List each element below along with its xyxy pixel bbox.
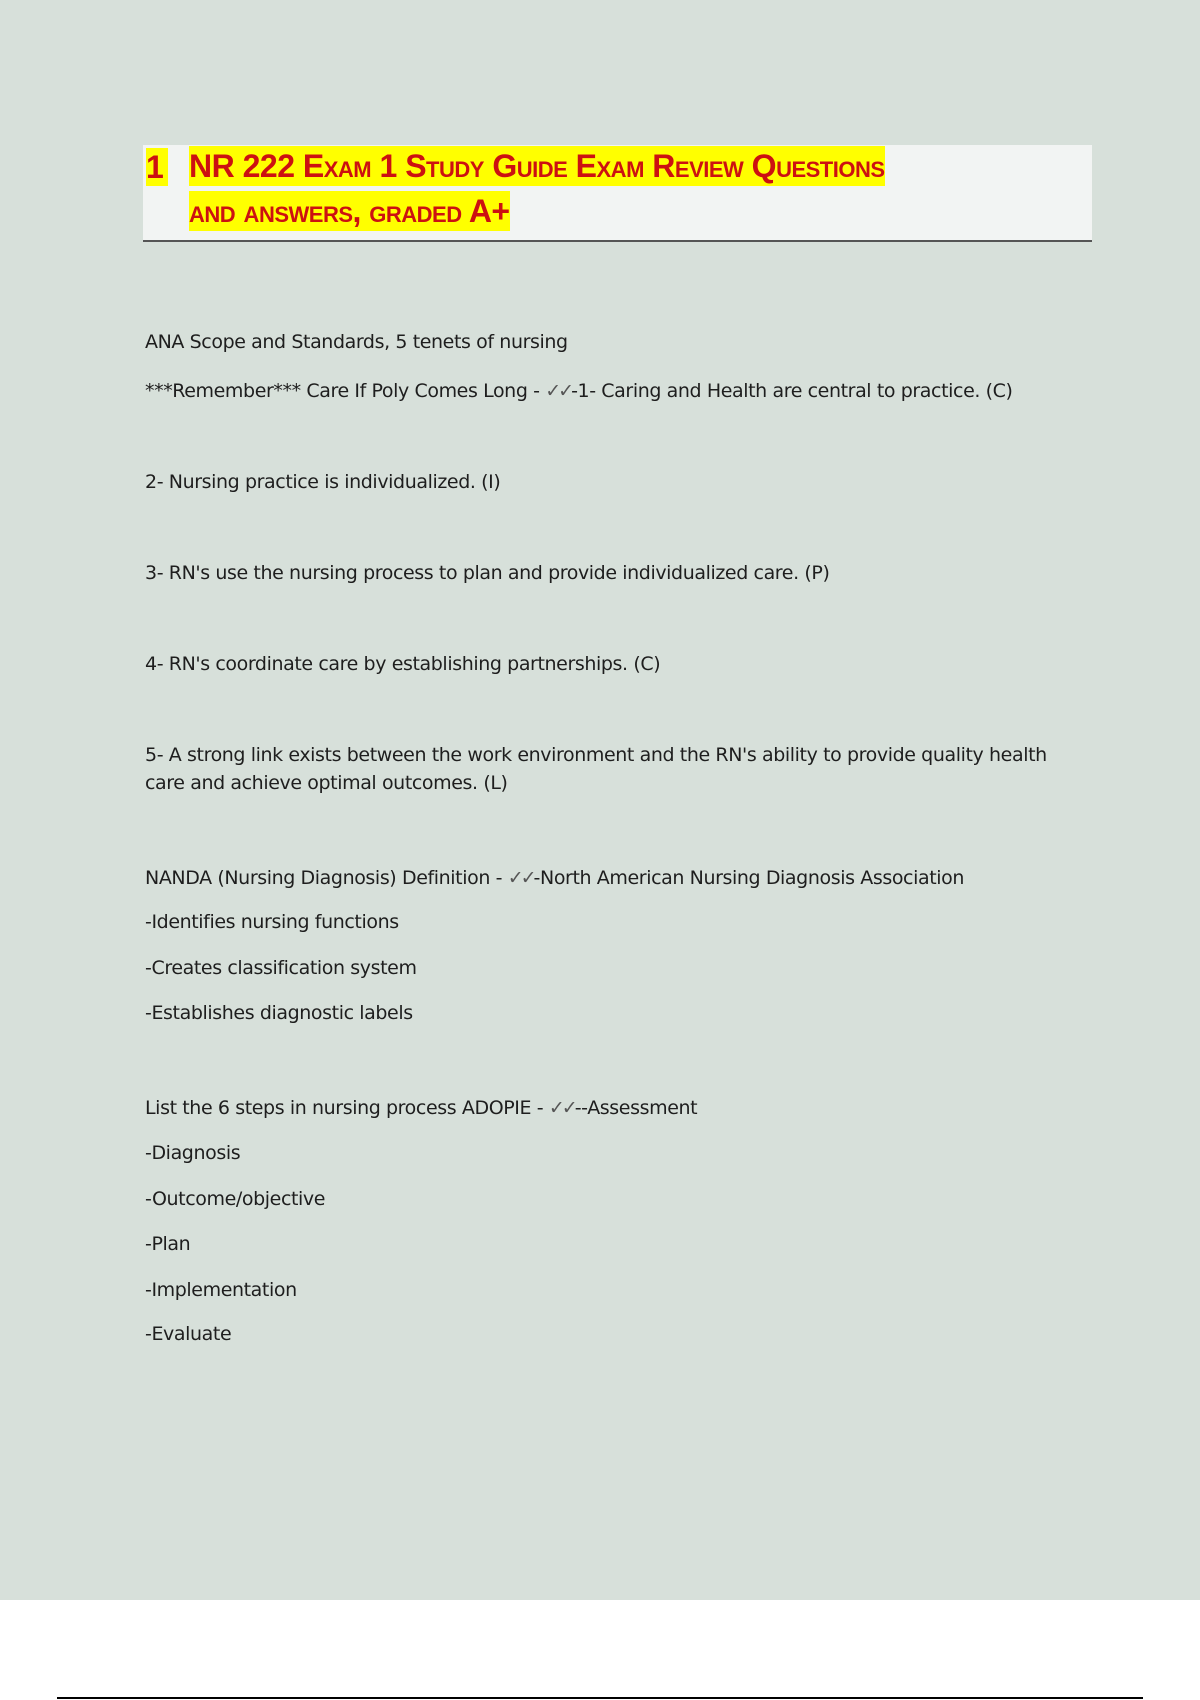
answer-ana-tenet-1: -1- Caring and Health are central to practice. (C) <box>571 380 1013 402</box>
answer-ana-tenet-3: 3- RN's use the nursing process to plan and provide individualized care. (P) <box>145 562 830 584</box>
answer-nanda-meaning: -North American Nursing Diagnosis Association <box>533 867 965 889</box>
question-ana-tenets: ANA Scope and Standards, 5 tenets of nursing <box>145 331 568 353</box>
footer-rule <box>57 1697 1143 1699</box>
answer-ana-tenet-4: 4- RN's coordinate care by establishing partnerships. (C) <box>145 653 661 675</box>
answer-ana-intro-lead: ***Remember*** Care If Poly Comes Long - <box>145 380 546 402</box>
question-adopie-lead: List the 6 steps in nursing process ADOPIE - <box>145 1097 549 1119</box>
answer-adopie-step-1: --Assessment <box>574 1097 698 1119</box>
answer-adopie-step-2: -Diagnosis <box>145 1142 241 1164</box>
question-adopie-steps <box>145 1094 697 1122</box>
question-nanda-lead: NANDA (Nursing Diagnosis) Definition - <box>145 867 508 889</box>
answer-ana-intro <box>145 377 1013 405</box>
checkmark-icon: ✓✓ <box>545 380 572 402</box>
answer-adopie-step-4: -Plan <box>145 1233 191 1255</box>
heading-title-line-1: NR 222 Exam 1 Study Guide Exam Review Questions <box>189 148 885 184</box>
answer-nanda-item-2: -Creates classification system <box>145 957 417 979</box>
answer-adopie-step-5: -Implementation <box>145 1279 297 1301</box>
checkmark-icon: ✓✓ <box>548 1097 575 1119</box>
answer-nanda-item-3: -Establishes diagnostic labels <box>145 1002 413 1024</box>
answer-ana-tenet-2: 2- Nursing practice is individualized. (I) <box>145 471 501 493</box>
heading-number: 1 <box>146 148 168 186</box>
answer-adopie-step-3: -Outcome/objective <box>145 1188 326 1210</box>
question-nanda-definition <box>145 864 964 892</box>
answer-adopie-step-6: -Evaluate <box>145 1323 232 1345</box>
checkmark-icon: ✓✓ <box>507 867 534 889</box>
answer-nanda-item-1: -Identifies nursing functions <box>145 911 399 933</box>
answer-ana-tenet-5: 5- A strong link exists between the work environment and the RN's ability to provide quality health care and achieve optimal outcomes. (L) <box>145 744 1047 794</box>
heading-title-line-2: and answers, graded A+ <box>189 193 510 229</box>
